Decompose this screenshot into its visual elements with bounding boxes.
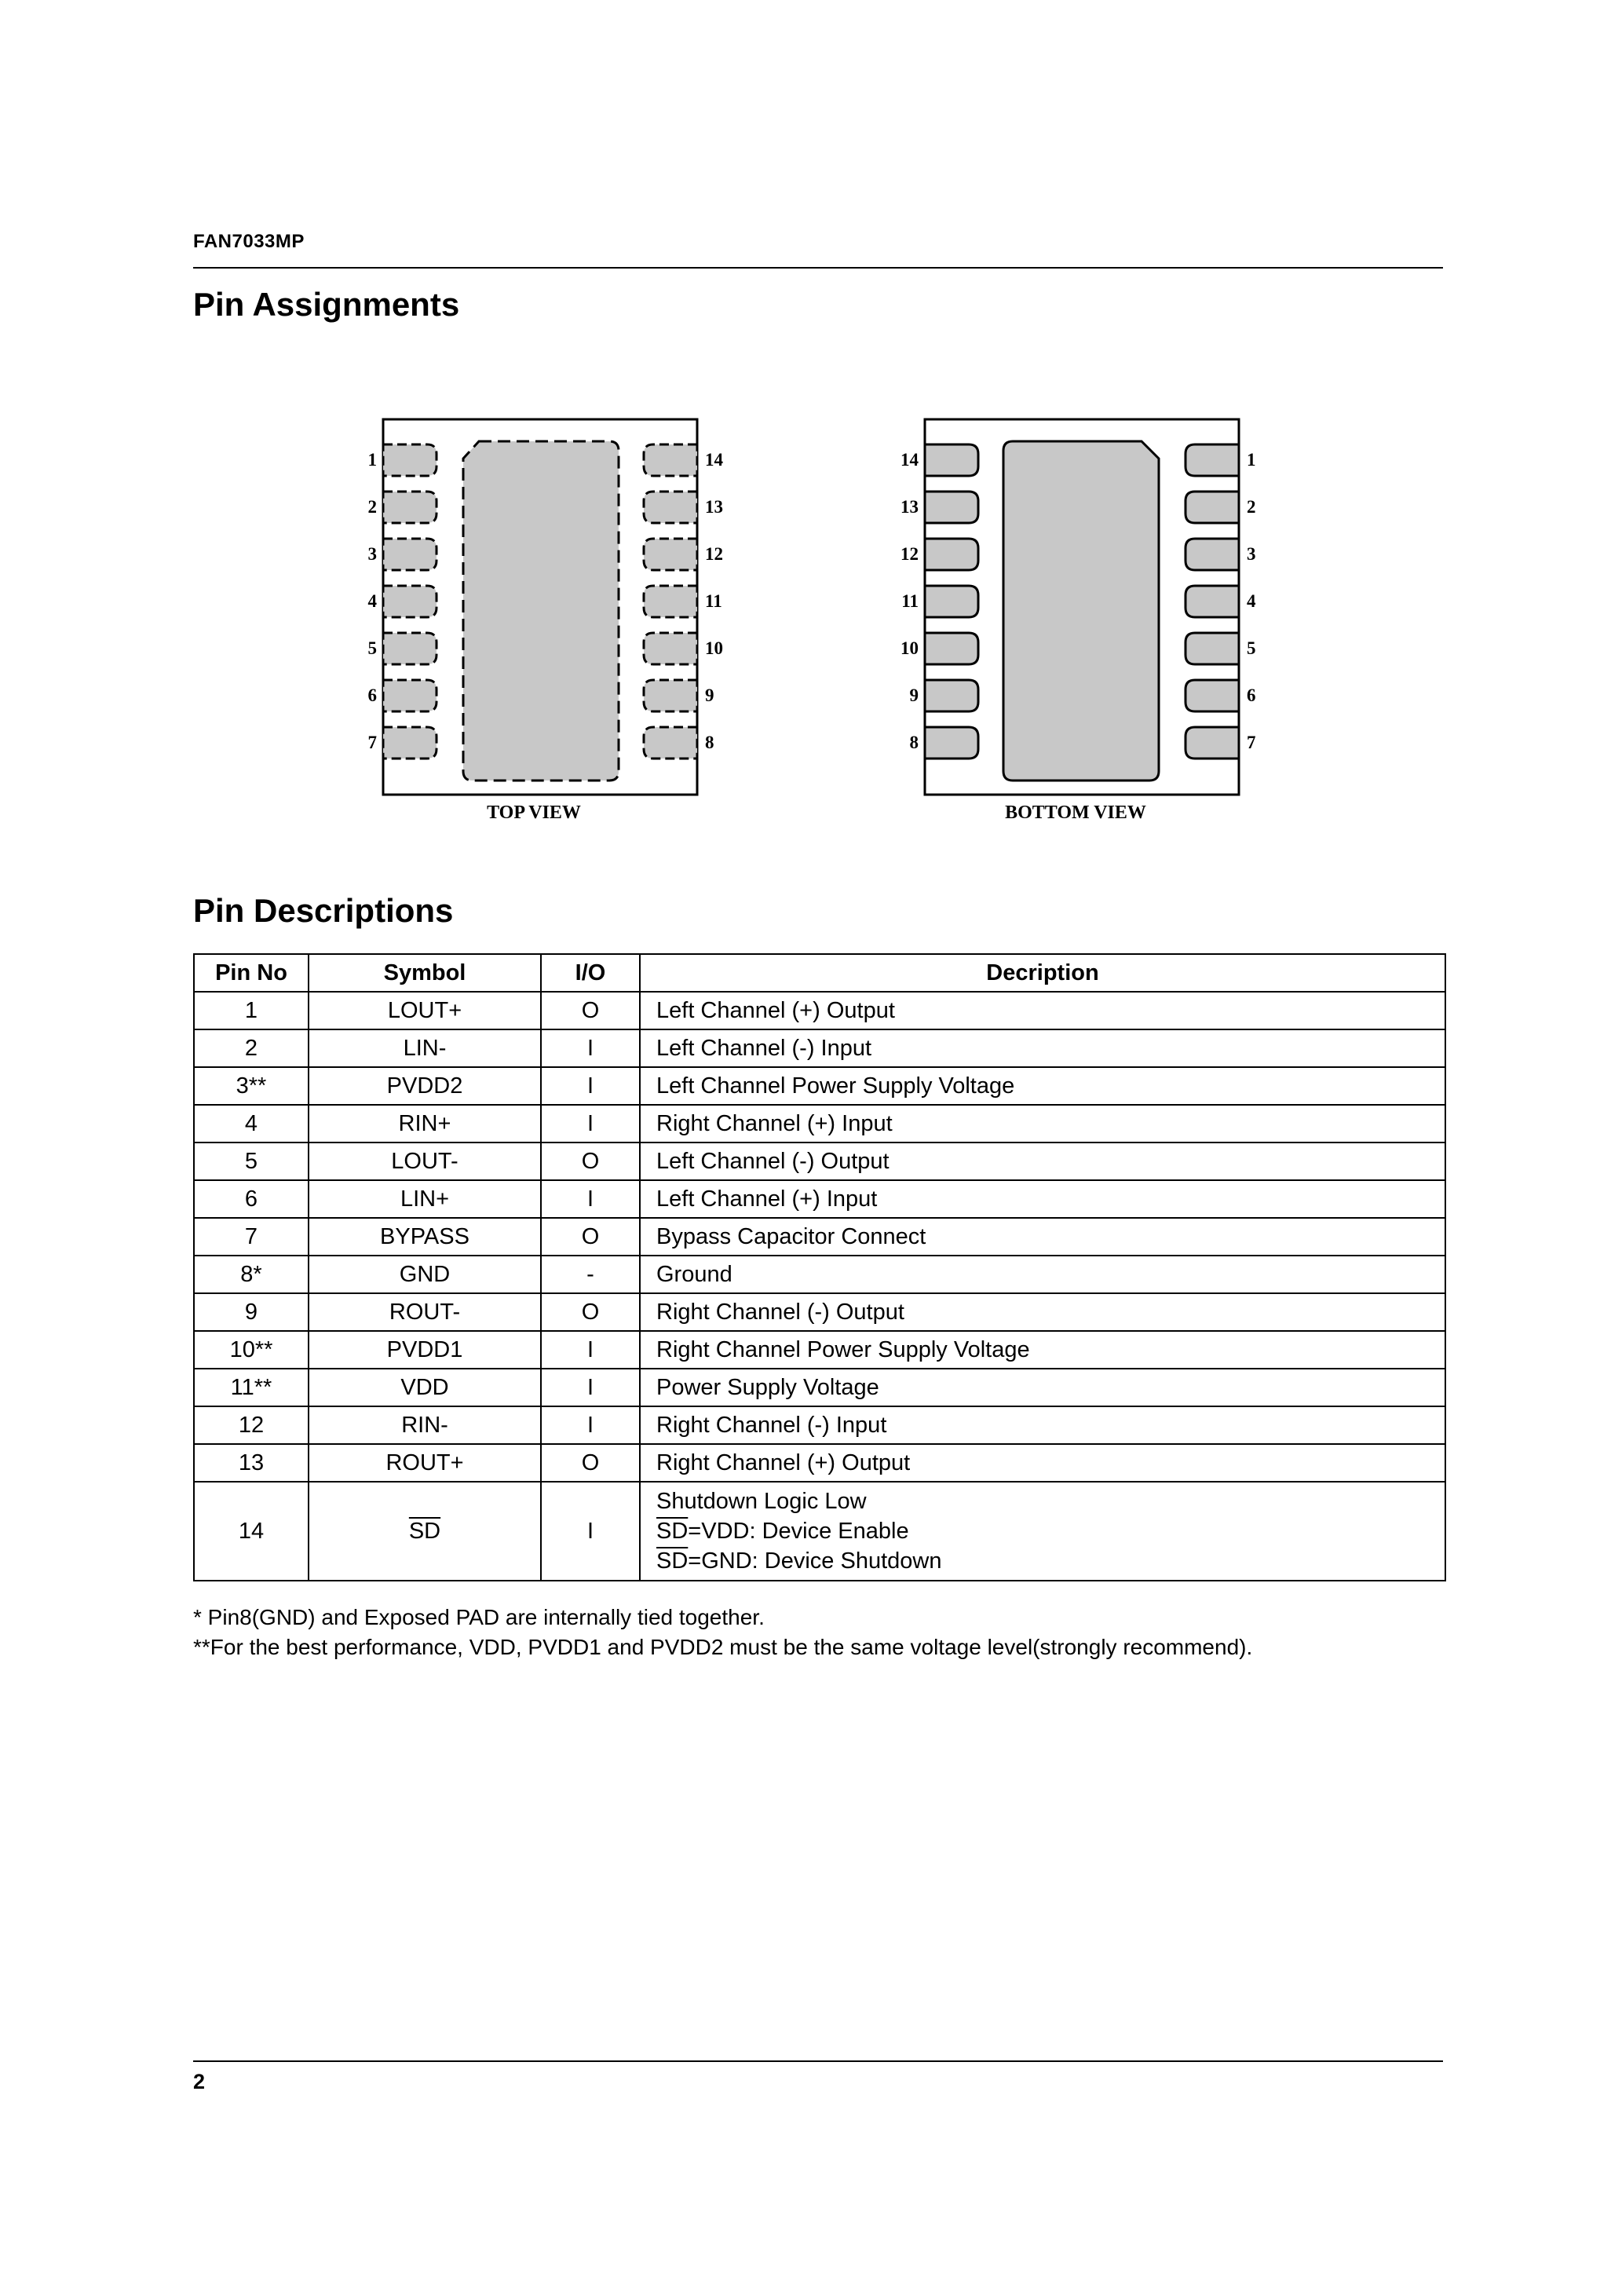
table-row bbox=[194, 1256, 1445, 1293]
top-pin-label-left: 2 bbox=[367, 497, 377, 517]
description-cell: Right Channel Power Supply Voltage bbox=[640, 1331, 1445, 1369]
symbol-cell: VDD bbox=[309, 1369, 541, 1406]
pin-cell: 10** bbox=[194, 1331, 309, 1369]
symbol-cell: BYPASS bbox=[309, 1218, 541, 1256]
top-view-exposed-pad bbox=[463, 441, 619, 781]
pin-cell: 3** bbox=[194, 1067, 309, 1105]
bottom-pin-label-right: 5 bbox=[1247, 638, 1256, 658]
footnote-supply: **For the best performance, VDD, PVDD1 and PVDD2 must be the same voltage level(strongly recommend). bbox=[193, 1635, 1253, 1659]
top-pin-label-right: 9 bbox=[705, 686, 714, 705]
pin-cell: 14 bbox=[194, 1482, 309, 1581]
symbol-cell: LIN- bbox=[309, 1029, 541, 1067]
io-cell: I bbox=[541, 1331, 640, 1369]
bottom-view-package-drawing bbox=[887, 408, 1264, 832]
table-row bbox=[194, 1180, 1445, 1218]
pin-cell: 11** bbox=[194, 1369, 309, 1406]
io-cell: I bbox=[541, 1406, 640, 1444]
io-cell: - bbox=[541, 1256, 640, 1293]
bottom-pin-label-left: 8 bbox=[909, 733, 919, 752]
bottom-pin-label-left: 13 bbox=[901, 497, 919, 517]
top-pin-label-left: 6 bbox=[367, 686, 377, 705]
header-io: I/O bbox=[541, 954, 640, 992]
top-pin-label-left: 5 bbox=[367, 638, 377, 658]
pin-cell: 4 bbox=[194, 1105, 309, 1143]
pin-cell: 13 bbox=[194, 1444, 309, 1482]
top-view-diagram bbox=[345, 408, 722, 832]
bottom-pin-label-right: 7 bbox=[1247, 733, 1256, 752]
table-row bbox=[194, 992, 1445, 1029]
description-cell: Bypass Capacitor Connect bbox=[640, 1218, 1445, 1256]
pin-cell: 7 bbox=[194, 1218, 309, 1256]
io-cell: I bbox=[541, 1029, 640, 1067]
pin-cell: 5 bbox=[194, 1143, 309, 1180]
symbol-cell: ROUT- bbox=[309, 1293, 541, 1331]
top-pin-label-right: 11 bbox=[705, 591, 722, 611]
pin-cell: 12 bbox=[194, 1406, 309, 1444]
shutdown-line-3 bbox=[656, 1546, 1445, 1576]
description-cell: Right Channel (+) Output bbox=[640, 1444, 1445, 1482]
pin-cell: 6 bbox=[194, 1180, 309, 1218]
symbol-cell: LIN+ bbox=[309, 1180, 541, 1218]
header-pin-no: Pin No bbox=[194, 954, 309, 992]
symbol-cell: GND bbox=[309, 1256, 541, 1293]
sd-symbol: $\overline{SD}$ bbox=[656, 1548, 689, 1574]
top-view-right-pins bbox=[644, 444, 697, 759]
bottom-pin-label-left: 9 bbox=[909, 686, 919, 705]
table-row bbox=[194, 1218, 1445, 1256]
symbol-cell-sd bbox=[309, 1482, 541, 1581]
bottom-pin-label-right: 2 bbox=[1247, 497, 1256, 517]
pin-cell: 2 bbox=[194, 1029, 309, 1067]
page-number: 2 bbox=[193, 2070, 206, 2093]
io-cell: O bbox=[541, 1143, 640, 1180]
symbol-cell: PVDD2 bbox=[309, 1067, 541, 1105]
top-pin-label-right: 13 bbox=[705, 497, 723, 517]
header-description: Decription bbox=[640, 954, 1445, 992]
shutdown-line-2 bbox=[656, 1516, 1445, 1546]
symbol-cell: ROUT+ bbox=[309, 1444, 541, 1482]
table-row bbox=[194, 1369, 1445, 1406]
top-pin-label-right: 12 bbox=[705, 544, 723, 564]
description-cell: Right Channel (+) Input bbox=[640, 1105, 1445, 1143]
part-number-header: FAN7033MP bbox=[193, 231, 305, 252]
description-cell: Left Channel (-) Input bbox=[640, 1029, 1445, 1067]
bottom-pin-label-right: 4 bbox=[1247, 591, 1256, 611]
table-row bbox=[194, 1105, 1445, 1143]
bottom-pin-label-right: 3 bbox=[1247, 544, 1256, 564]
pin-assignments-title: Pin Assignments bbox=[193, 286, 460, 323]
description-cell: Right Channel (-) Input bbox=[640, 1406, 1445, 1444]
bottom-view-left-pins bbox=[925, 444, 978, 759]
bottom-pin-label-left: 12 bbox=[901, 544, 919, 564]
io-cell: O bbox=[541, 992, 640, 1029]
top-pin-label-left: 4 bbox=[367, 591, 377, 611]
shutdown-line-2-text: =VDD: Device Enable bbox=[688, 1519, 909, 1544]
description-cell: Ground bbox=[640, 1256, 1445, 1293]
description-cell-shutdown bbox=[640, 1482, 1445, 1581]
io-cell: I bbox=[541, 1180, 640, 1218]
bottom-view-label: BOTTOM VIEW bbox=[1005, 803, 1146, 823]
top-pin-label-right: 14 bbox=[705, 450, 723, 470]
pin-descriptions-table bbox=[193, 953, 1446, 1581]
footer-rule bbox=[193, 2060, 1443, 2062]
table-row bbox=[194, 1067, 1445, 1105]
sd-symbol: $\overline{SD}$ bbox=[656, 1519, 689, 1544]
bottom-pin-label-left: 10 bbox=[901, 638, 919, 658]
io-cell: I bbox=[541, 1105, 640, 1143]
description-cell: Right Channel (-) Output bbox=[640, 1293, 1445, 1331]
bottom-pin-label-left: 11 bbox=[901, 591, 919, 611]
description-cell: Left Channel Power Supply Voltage bbox=[640, 1067, 1445, 1105]
top-view-label: TOP VIEW bbox=[487, 803, 581, 823]
io-cell: I bbox=[541, 1067, 640, 1105]
io-cell: O bbox=[541, 1293, 640, 1331]
pin-cell: 9 bbox=[194, 1293, 309, 1331]
shutdown-line-1: Shutdown Logic Low bbox=[656, 1489, 867, 1514]
sd-symbol: $\overline{SD}$ bbox=[408, 1519, 441, 1544]
description-cell: Power Supply Voltage bbox=[640, 1369, 1445, 1406]
top-pin-label-left: 3 bbox=[367, 544, 377, 564]
symbol-cell: RIN+ bbox=[309, 1105, 541, 1143]
table-row bbox=[194, 1406, 1445, 1444]
bottom-view-exposed-pad bbox=[1003, 441, 1159, 781]
io-cell: O bbox=[541, 1444, 640, 1482]
top-pin-label-right: 10 bbox=[705, 638, 723, 658]
header-rule bbox=[193, 267, 1443, 269]
description-cell: Left Channel (+) Input bbox=[640, 1180, 1445, 1218]
symbol-cell: LOUT- bbox=[309, 1143, 541, 1180]
bottom-pin-label-right: 6 bbox=[1247, 686, 1256, 705]
header-symbol: Symbol bbox=[309, 954, 541, 992]
top-view-left-pins bbox=[383, 444, 437, 759]
io-cell: I bbox=[541, 1482, 640, 1581]
top-pin-label-left: 1 bbox=[367, 450, 377, 470]
symbol-cell: LOUT+ bbox=[309, 992, 541, 1029]
bottom-pin-label-left: 14 bbox=[901, 450, 919, 470]
top-pin-label-right: 8 bbox=[705, 733, 714, 752]
pin-cell: 1 bbox=[194, 992, 309, 1029]
table-header-row bbox=[194, 954, 1445, 992]
top-pin-label-left: 7 bbox=[367, 733, 377, 752]
table-row bbox=[194, 1143, 1445, 1180]
footnote-gnd: * Pin8(GND) and Exposed PAD are internally tied together. bbox=[193, 1605, 765, 1629]
table-row-shutdown bbox=[194, 1482, 1445, 1581]
pin-descriptions-title: Pin Descriptions bbox=[193, 892, 454, 929]
io-cell: I bbox=[541, 1369, 640, 1406]
table-row bbox=[194, 1293, 1445, 1331]
shutdown-line-3-text: =GND: Device Shutdown bbox=[688, 1548, 942, 1574]
bottom-view-right-pins bbox=[1185, 444, 1239, 759]
table-row bbox=[194, 1444, 1445, 1482]
description-cell: Left Channel (-) Output bbox=[640, 1143, 1445, 1180]
table-row bbox=[194, 1331, 1445, 1369]
description-cell: Left Channel (+) Output bbox=[640, 992, 1445, 1029]
top-view-package-drawing bbox=[345, 408, 722, 832]
symbol-cell: PVDD1 bbox=[309, 1331, 541, 1369]
bottom-pin-label-right: 1 bbox=[1247, 450, 1256, 470]
pin-cell: 8* bbox=[194, 1256, 309, 1293]
bottom-view-diagram bbox=[887, 408, 1264, 832]
io-cell: O bbox=[541, 1218, 640, 1256]
table-row bbox=[194, 1029, 1445, 1067]
symbol-cell: RIN- bbox=[309, 1406, 541, 1444]
